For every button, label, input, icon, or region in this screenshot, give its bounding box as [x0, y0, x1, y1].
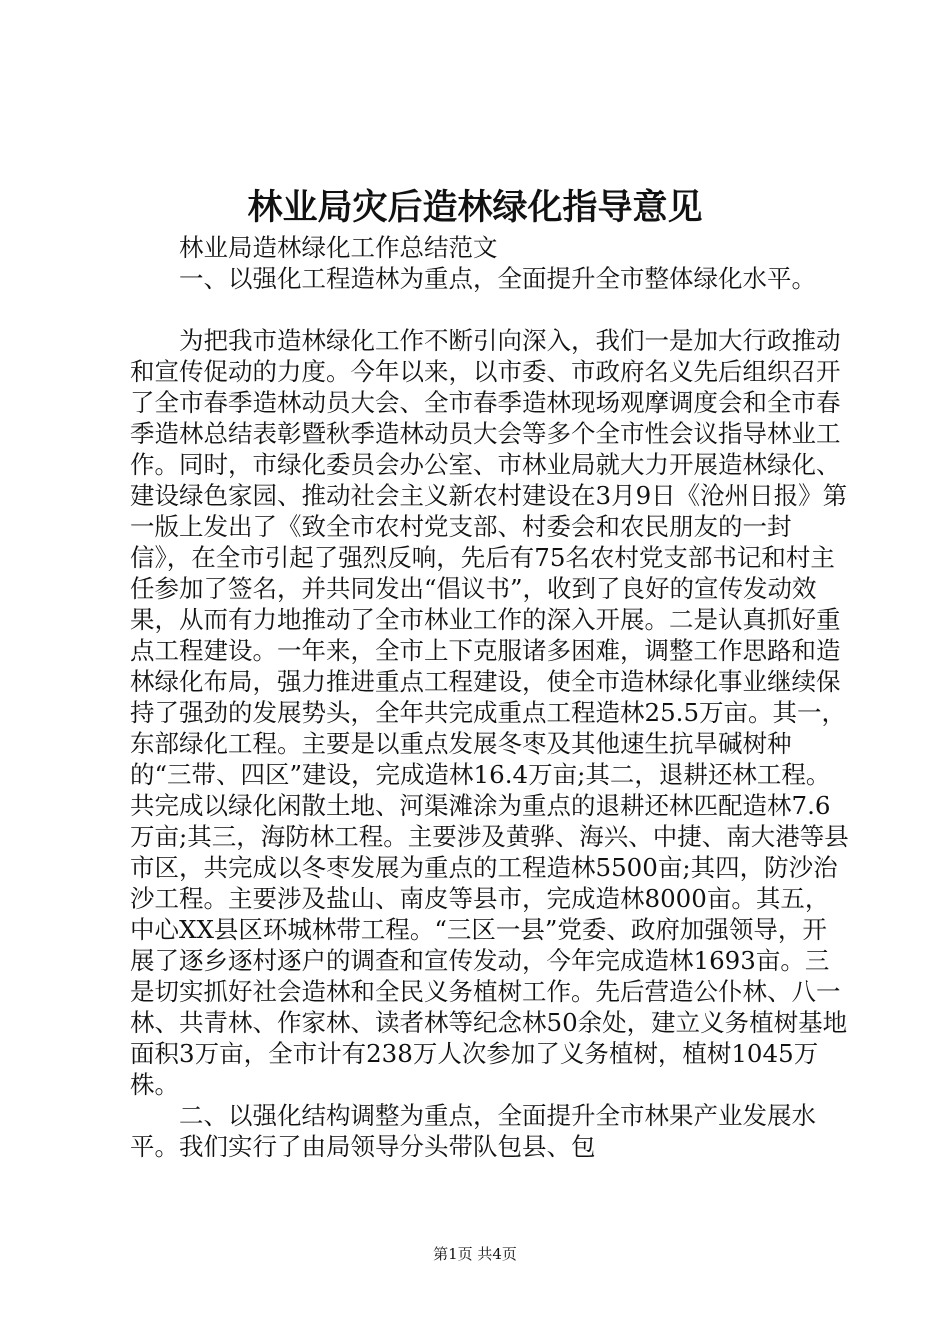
page-title: 林业局灾后造林绿化指导意见 [247, 188, 703, 228]
section-heading-2: 二、以强化结构调整为重点，全面提升全市林果产业发展水平。我们实行了由局领导分头带队包县、包 [130, 1101, 816, 1161]
document-body [130, 232, 850, 1162]
page-number-footer: 第1页 共4页 [433, 1245, 517, 1263]
subtitle-paragraph: 林业局造林绿化工作总结范文 [179, 233, 498, 262]
section-heading-1: 一、以强化工程造林为重点，全面提升全市整体绿化水平。 [179, 264, 816, 293]
body-paragraph: 为把我市造林绿化工作不断引向深入，我们一是加大行政推动和宣传促动的力度。今年以来，以市委、市政府名义先后组织召开了全市春季造林动员大会、全市春季造林现场观摩调度会和全市春季造林总结表彰暨秋季造林动员大会等多个全市性会议指导林业工作。同时，市绿化委员会办公室、市林业局就大力开展造林绿化、建设绿色家园、推动社会主义新农村建设在3月9日《沧州日报》第一版上发出了《致全市农村党支部、村委会和农民朋友的一封信》，在全市引起了强烈反响，先后有75名农村党支部书记和村主任参加了签名，并共同发出“倡议书”，收到了良好的宣传发动效果，从而有力地推动了全市林业工作的深入开展。二是认真抓好重点工程建设。一年来，全市上下克服诸多困难，调整工作思路和造林绿化布局，强力推进重点工程建设，使全市造林绿化事业继续保持了强劲的发展势头，全年共完成重点工程造林25.5万亩。其一，东部绿化工程。主要是以重点发展冬枣及其他速生抗旱碱树种的“三带、四区”建设，完成造林16.4万亩;其二，退耕还林工程。共完成以绿化闲散土地、河渠滩涂为重点的退耕还林匹配造林7.6万亩;其三，海防林工程。主要涉及黄骅、海兴、中捷、南大港等县市区，共完成以冬枣发展为重点的工程造林5500亩;其四，防沙治沙工程。主要涉及盐山、南皮等县市，完成造林8000亩。其五，中心XX县区环城林带工程。“三区一县”党委、政府加强领导，开展了逐乡逐村逐户的调查和宣传发动，今年完成造林1693亩。三是切实抓好社会造林和全民义务植树工作。先后营造公仆林、八一林、共青林、作家林、读者林等纪念林50余处，建立义务植树基地面积3万亩，全市计有238万人次参加了义务植树，植树1045万株。 [130, 326, 849, 1099]
